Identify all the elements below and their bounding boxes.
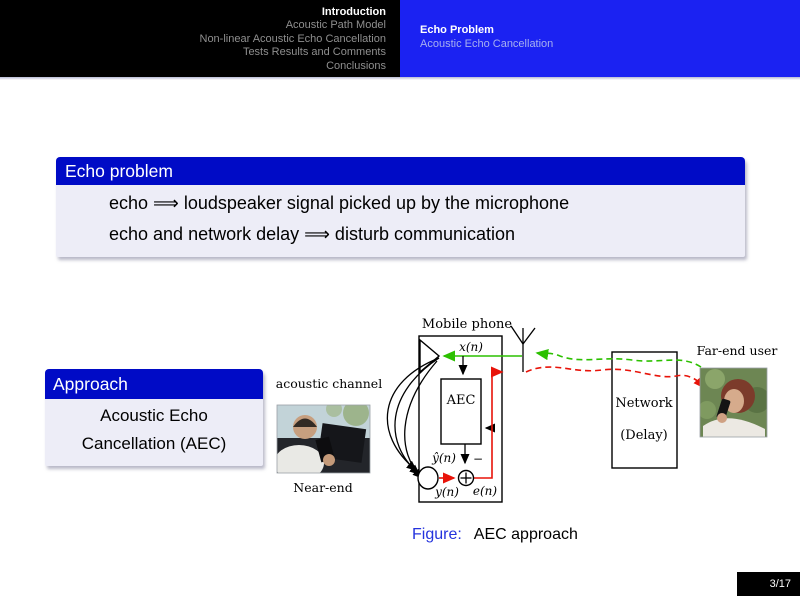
- far-end-user-label: Far-end user: [696, 343, 778, 358]
- echo-problem-block: [56, 157, 745, 257]
- approach-block: [45, 369, 263, 466]
- network-label: Network: [615, 396, 673, 411]
- delay-label: (Delay): [620, 428, 668, 443]
- echo-block-line-1: echo ⟹ loudspeaker signal picked up by the microphone: [109, 193, 570, 213]
- echo-problem-block-title: Echo problem: [56, 157, 745, 185]
- echo-block-line-2: echo and network delay ⟹ disturb communication: [109, 224, 516, 244]
- header: [0, 0, 800, 77]
- section-title: Echo Problem: [420, 24, 494, 36]
- echo-problem-block-body: [56, 185, 745, 257]
- header-divider: [0, 77, 800, 80]
- e-signal-label: e(n): [472, 484, 498, 498]
- figure-caption-label: Figure:: [412, 526, 462, 543]
- header-nav-sections: [0, 0, 400, 77]
- approach-block-body: [45, 399, 263, 466]
- x-signal-label: x(n): [459, 340, 483, 354]
- mobile-phone-label: Mobile phone: [421, 317, 513, 332]
- y-signal-label: y(n): [435, 485, 459, 499]
- aec-box: [441, 379, 481, 444]
- nav-item-tests-results[interactable]: Tests Results and Comments: [242, 46, 386, 59]
- aec-diagram: [260, 310, 800, 516]
- subsection-title: Acoustic Echo Cancellation: [420, 37, 554, 50]
- antenna-icon: [511, 326, 535, 372]
- approach-block-title: Approach: [45, 369, 263, 399]
- near-end-photo: [274, 400, 370, 481]
- y-hat-signal-label: ŷ(n): [432, 451, 456, 465]
- nav-item-introduction[interactable]: Introduction: [321, 6, 386, 18]
- approach-block-line-1: Acoustic Echo: [100, 406, 208, 425]
- approach-block-line-2: Cancellation (AEC): [81, 434, 227, 453]
- nav-item-nonlinear-aec[interactable]: Non-linear Acoustic Echo Cancellation: [199, 32, 386, 45]
- nav-item-acoustic-path-model[interactable]: Acoustic Path Model: [285, 19, 386, 32]
- acoustic-channel-label: acoustic channel: [275, 376, 383, 391]
- far-end-photo: [698, 368, 770, 437]
- near-end-label: Near-end: [293, 480, 353, 495]
- aec-label: AEC: [446, 393, 476, 408]
- figure-caption-text: AEC approach: [473, 526, 578, 543]
- figure-caption: [412, 526, 578, 544]
- page-number: 3/17: [737, 572, 800, 596]
- minus-sign: −: [473, 452, 484, 466]
- nav-item-conclusions[interactable]: Conclusions: [326, 59, 386, 72]
- header-current-section: [400, 0, 800, 77]
